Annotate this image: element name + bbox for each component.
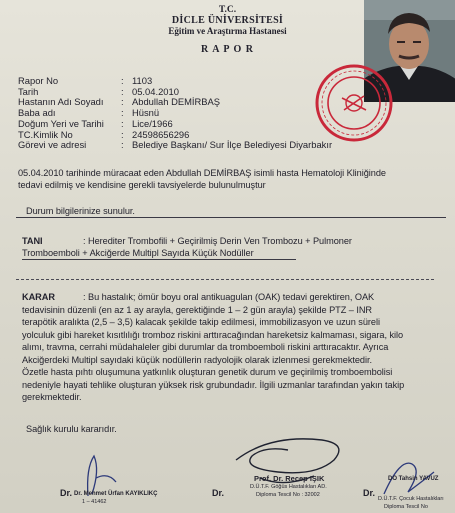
dashed-divider [16,279,434,280]
durum-text: Durum bilgilerinize sunulur. [26,206,135,216]
karar-label: KARAR [22,292,55,302]
signer-2-prefix: Dr. [212,488,225,498]
field-label: Görevi ve adresi [18,139,87,151]
field-value: Belediye Başkanı/ Sur İlçe Belediyesi Diyarbakır [132,139,333,151]
field-label: Rapor No [18,75,59,86]
header-university: DİCLE ÜNİVERSİTESİ [171,15,284,26]
field-colon: : [121,75,124,86]
karar-line: alımı, travma, cerrahi müdahaleler gibi durumlar da tromboemboli riskini arttıracaktır. Ayrıca [22,342,389,352]
field-label: Tarih [18,85,39,97]
field-value: Hüsnü [132,107,160,119]
field-value: 1103 [132,75,153,86]
signer-3-prefix: Dr. [363,488,376,498]
field-value: 05.04.2010 [132,85,179,97]
field-colon: : [121,107,124,119]
signer-3-detail: D.Ü.T.F. Çocuk Hastalıkları [378,496,444,502]
field-colon: : [121,96,124,108]
field-label: Baba adı [18,107,56,119]
field-label: Doğum Yeri ve Tarihi [18,117,104,129]
karar-line: Özetle hasta pıhtı oluşumuna yatkınlık oluşturan genetik durum ve geçirilmiş tromboembolisi [22,367,393,377]
signer-3-name: DO Tahsin YAVUZ [388,476,439,482]
field-label: Hastanın Adı Soyadı [18,96,104,108]
field-value: Lice/1966 [132,117,173,129]
karar-line: Akciğerdeki Multipl sayıdaki küçük nodüllerin radyolojik olarak izlenmesi gerekmektedir. [22,354,372,365]
karar-line: tedavisinin düzenli (en az 1 ay arayla, gerektiğinde 1 – 2 gün arayla) şekilde PTZ – INR [22,304,373,315]
signer-2-detail-2: Diploma Tescil No : 32002 [256,492,320,498]
signer-2-name: Prof. Dr. Recep IŞIK [254,474,325,483]
karar-line: nedeniyle hayati tehlike oluşturan yüksek risk grubundadır. İlgili uzmanlar tarafından yakın takip [22,379,405,390]
field-colon: : [121,139,124,151]
karar-line: terapötik aralıkta (2,5 – 3,5) kalacak şekilde takip edilmesi, immobilizasyon ve uzun süreli [22,317,380,327]
hospital-stamp [312,60,396,146]
intro-line-2: tedavi edilmiş ve kendisine gerekli tavsiyelerde bulunulmuştur [18,180,266,190]
tani-label: TANI [22,236,43,246]
header-hospital: Eğitim ve Araştırma Hastanesi [168,26,287,36]
signer-2-detail: D.Ü.T.F. Göğüs Hastalıkları AD. [250,484,327,490]
karar-line: gerekmektedir. [22,392,82,402]
signer-3-detail-2: Diploma Tescil No [384,504,428,510]
header-tc: T.C. [218,5,237,15]
tani-line-2: Tromboemboli + Akciğerde Multipl Sayıda Küçük Nodüller [22,248,254,258]
field-colon: : [121,128,124,140]
intro-line-1: 05.04.2010 tarihinde müracaat eden Abdullah DEMİRBAŞ isimli hasta Hematoloji Kliniğinde [18,168,386,178]
divider [16,217,446,218]
tani-line-1: : Herediter Trombofili + Geçirilmiş Derin Ven Trombozu + Pulmoner [83,236,352,246]
signer-1-name: Dr. Mehmet Ürfan KAYIKLIKÇ [74,491,158,497]
karar-line: : Bu hastalık; ömür boyu oral antikuagulan (OAK) tedavi gerektiren, OAK [83,292,375,302]
report-title: R A P O R [201,44,254,55]
field-colon: : [121,117,124,129]
field-value: Abdullah DEMİRBAŞ [132,96,221,108]
field-value: 24598656296 [132,128,190,140]
saglik-text: Sağlık kurulu kararıdır. [26,424,117,434]
field-colon: : [121,85,124,97]
field-label: TC.Kimlik No [18,128,73,140]
karar-line: yolculuk gibi hareket kısıtlılığı tromboz riskini arttıracağından hareketsiz kalmaması, sigara, kilo [22,329,404,340]
tani-underline [22,259,296,260]
signer-1-prefix: Dr. [60,488,73,498]
signer-1-detail: 1 – 41462 [82,499,107,505]
